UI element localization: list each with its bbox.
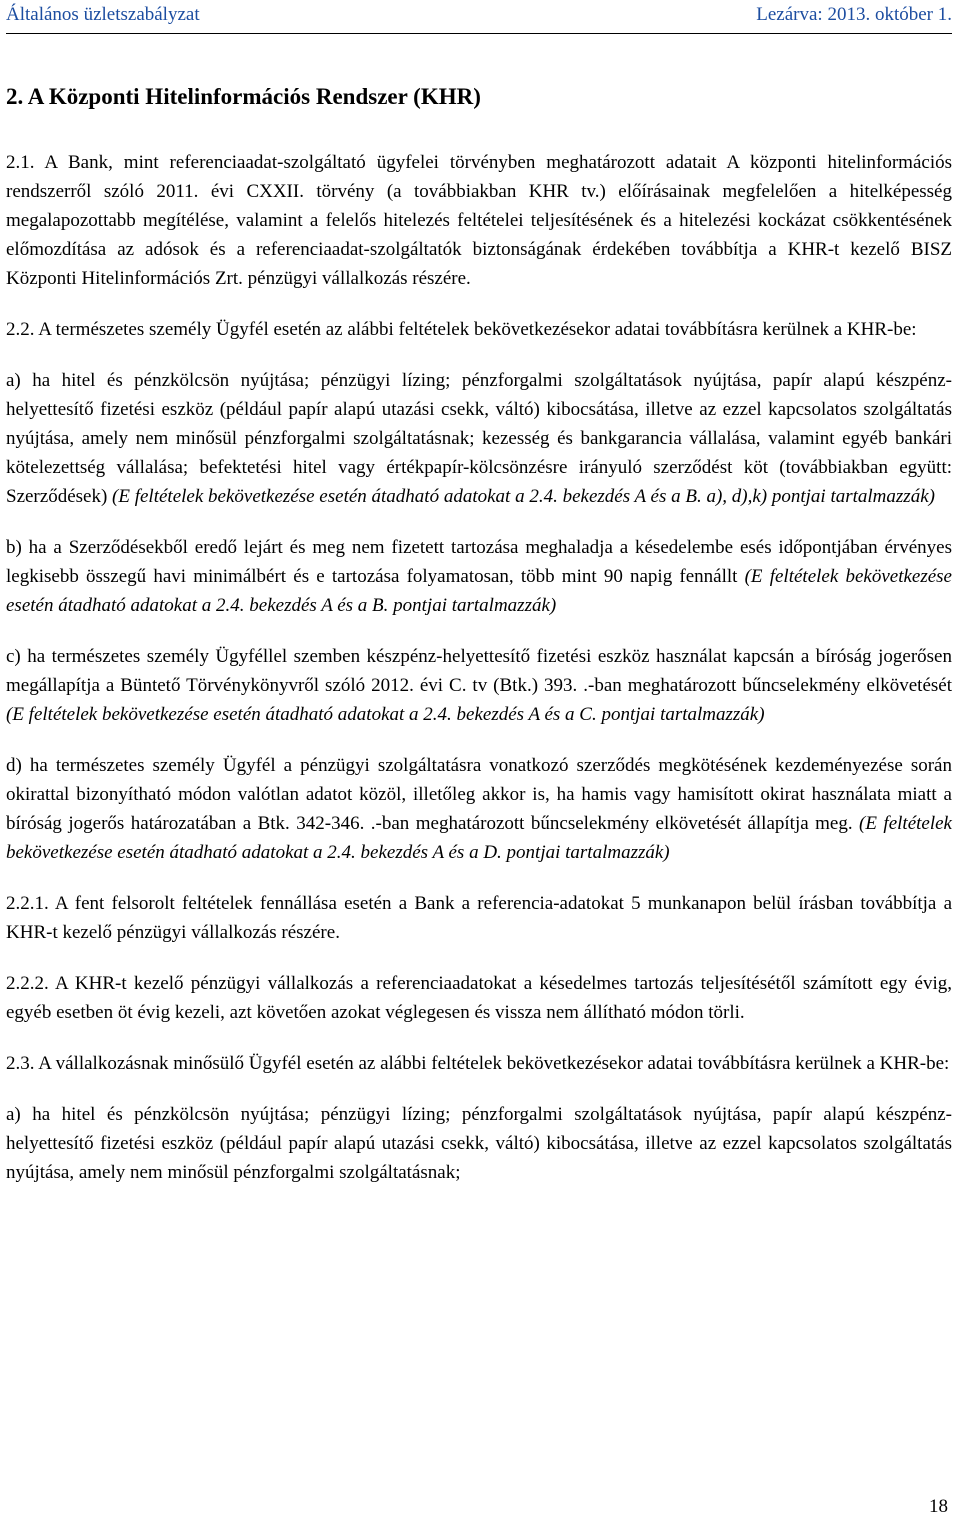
paragraph-text: a) ha hitel és pénzkölcsön nyújtása; pénzügyi lízing; pénzforgalmi szolgáltatások nyújtása, papír alapú készpénz-helyettesítő fizetési eszköz (például papír alapú utazási csekk, váltó) kibocsátása, illetve az ezzel kapcsolatos szolgáltatás nyújtása, amely nem minősül pénzforgalmi szolgáltatásnak; kezesség és bankgarancia vállalása, valamint egyéb bankári kötelezettség vállalása; befektetési hitel vagy értékpapír-kölcsönzésre irányuló szerződést köt (továbbiakban együtt: Szerződések) [6,370,952,507]
document-body [6,82,952,1209]
paragraph-2-3: 2.3. A vállalkozásnak minősülő Ügyfél esetén az alábbi feltételek bekövetkezésekor adatai továbbításra kerülnek a KHR-be: [6,1053,950,1074]
paragraph-2-2-c [6,642,952,729]
header-date: Lezárva: 2013. október 1. [756,4,952,25]
paragraph-text: b) ha a Szerződésekből eredő lejárt és meg nem fizetett tartozása meghaladja a késedelembe esés időpontjában érvényes legkisebb összegű havi minimálbért és e tartozása folyamatosan, több mint 90 napig fennállt [6,537,952,587]
paragraph-note: (E feltételek bekövetkezése esetén átadható adatokat a 2.4. bekezdés A és a D. pontjai tartalmazzák) [6,813,952,863]
paragraph-note: (E feltételek bekövetkezése esetén átadható adatokat a 2.4. bekezdés A és a B. a), d),k) pontjai tartalmazzák) [112,486,935,507]
paragraph-2-2-d [6,751,952,867]
paragraph-note: (E feltételek bekövetkezése esetén átadható adatokat a 2.4. bekezdés A és a B. pontjai tartalmazzák) [6,566,952,616]
header-title: Általános üzletszabályzat [6,4,200,25]
page-header [6,4,952,26]
paragraph-text: d) ha természetes személy Ügyfél a pénzügyi szolgáltatásra vonatkozó szerződés megkötésének kezdeményezése során okirattal bizonyítható módon valótlan adatot közöl, illetőleg akkor is, ha hamis vagy hamisított okirat használata miatt a bíróság jogerős határozatában a Btk. 342-346. .-ban meghatározott bűncselekmény elkövetését állapítja meg. [6,755,952,834]
paragraph-2-2-b [6,533,952,620]
paragraph-note: (E feltételek bekövetkezése esetén átadható adatokat a 2.4. bekezdés A és a C. pontjai tartalmazzák) [6,704,765,725]
paragraph-2-1: 2.1. A Bank, mint referenciaadat-szolgáltató ügyfelei törvényben meghatározott adatait A központi hitelinformációs rendszerről szóló 2011. évi CXXII. törvény (a továbbiakban KHR tv.) előírásainak megfelelően a hitelképesség megalapozottabb megítélése, valamint a felelős hitelezés feltételei teljesítésének és a hitelezési kockázat csökkentésének előmozdítása az adósok és a referenciaadat-szolgáltatók biztonságának érdekében továbbítja a KHR-t kezelő BISZ Központi Hitelinformációs Zrt. pénzügyi vállalkozás részére. [6,152,952,289]
header-divider [6,33,952,34]
paragraph-2-3-a: a) ha hitel és pénzkölcsön nyújtása; pénzügyi lízing; pénzforgalmi szolgáltatások nyújtása, papír alapú készpénz-helyettesítő fizetési eszköz (például papír alapú utazási csekk, váltó) kibocsátása, illetve az ezzel kapcsolatos szolgáltatás nyújtása, amely nem minősül pénzforgalmi szolgáltatásnak; [6,1104,952,1183]
paragraph-text: c) ha természetes személy Ügyféllel szemben készpénz-helyettesítő fizetési eszköz használat kapcsán a bíróság jogerősen megállapítja a Büntető Törvénykönyvről szóló 2012. évi C. tv (Btk.) 393. .-ban meghatározott bűncselekmény elkövetését [6,646,952,696]
paragraph-2-2-2: 2.2.2. A KHR-t kezelő pénzügyi vállalkozás a referenciaadatokat a késedelmes tartozás teljesítésétől számított egy évig, egyéb esetben öt évig kezeli, azt követően azokat véglegesen és vissza nem állítható módon törli. [6,973,952,1023]
page-number: 18 [929,1496,948,1517]
paragraph-2-2: 2.2. A természetes személy Ügyfél esetén az alábbi feltételek bekövetkezésekor adatai továbbításra kerülnek a KHR-be: [6,319,917,340]
paragraph-2-2-a [6,366,952,511]
paragraph-2-2-1: 2.2.1. A fent felsorolt feltételek fennállása esetén a Bank a referencia-adatokat 5 munkanapon belül írásban továbbítja a KHR-t kezelő pénzügyi vállalkozás részére. [6,893,952,943]
section-heading: 2. A Központi Hitelinformációs Rendszer (KHR) [6,84,481,109]
